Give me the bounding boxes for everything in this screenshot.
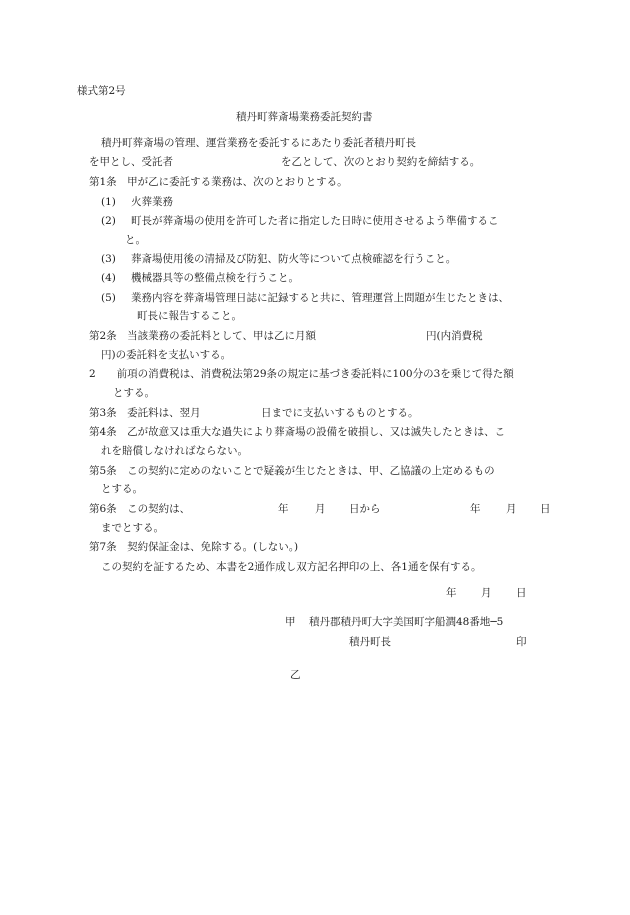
article-1-item-1-text: 火葬業務	[131, 196, 173, 208]
article-6-year-2: 年	[470, 503, 481, 515]
article-1-item-5-cont: 町長に報告すること。	[137, 310, 242, 322]
article-4-line-1: 第4条 乙が故意又は重大な過失により葬斎場の設備を破損し、又は滅失したときは、こ	[89, 426, 506, 438]
article-1-heading: 第1条 甲が乙に委託する業務は、次のとおりとする。	[89, 176, 348, 188]
form-number: 様式第2号	[77, 85, 126, 97]
article-6-day-from: 日から	[349, 503, 381, 515]
article-5-line-1: 第5条 この契約に定めのないことで疑義が生じたときは、甲、乙協議の上定めるもの	[89, 465, 495, 477]
article-1-item-3-text: 葬斎場使用後の清掃及び防犯、防火等について点検確認を行うこと。	[131, 253, 457, 265]
article-1-item-5-num: (5)	[101, 292, 116, 304]
article-3-part-b: 日までに支払いするものとする。	[261, 407, 419, 419]
intro-line-2b: を乙として、次のとおり契約を締結する。	[281, 156, 481, 168]
date-month: 月	[481, 587, 492, 599]
document-title: 積丹町葬斎場業務委託契約書	[236, 111, 373, 123]
article-1-item-3-num: (3)	[101, 253, 116, 265]
article-1-item-4-num: (4)	[101, 272, 116, 284]
article-4-line-2: れを賠償しなければならない。	[101, 445, 248, 457]
closing-statement: この契約を証するため、本書を2通作成し双方記名押印の上、各1通を保有する。	[101, 561, 482, 573]
paragraph-2-line-1: 2 前項の消費税は、消費税法第29条の規定に基づき委託料に100分の3を乗じて得た額	[89, 368, 514, 380]
intro-line-1: 積丹町葬斎場の管理、運営業務を委託するにあたり委託者積丹町長	[101, 137, 416, 149]
article-6-year-1: 年	[278, 503, 289, 515]
article-1-item-1-num: (1)	[101, 196, 116, 208]
party-b-label: 乙	[290, 669, 301, 681]
article-1-item-4-text: 機械器具等の整備点検を行うこと。	[131, 272, 299, 284]
article-6-day-2: 日	[540, 503, 551, 515]
article-1-item-2-num: (2)	[101, 215, 116, 227]
party-a-label: 甲	[285, 616, 296, 628]
article-6-part-a: 第6条 この契約は、	[89, 503, 191, 515]
article-2-line-2: 円)の委託料を支払いする。	[101, 349, 232, 361]
party-a-title: 積丹町長	[349, 636, 391, 648]
article-1-item-2-text: 町長が葬斎場の使用を許可した者に指定した日時に使用させるよう準備するこ	[131, 215, 499, 227]
party-a-address: 積丹郡積丹町大字美国町字船澗48番地─5	[309, 616, 504, 628]
date-year: 年	[446, 587, 457, 599]
article-6-month-2: 月	[506, 503, 517, 515]
article-5-line-2: とする。	[101, 483, 143, 495]
article-1-item-5-text: 業務内容を葬斎場管理日誌に記録すると共に、管理運営上問題が生じたときは、	[131, 292, 509, 304]
date-day: 日	[516, 587, 527, 599]
intro-line-2a: を甲とし、受託者	[89, 156, 173, 168]
article-7: 第7条 契約保証金は、免除する。(しない。)	[89, 541, 299, 553]
article-2-line-1b: 円(内消費税	[426, 330, 483, 342]
article-2-line-1a: 第2条 当該業務の委託料として、甲は乙に月額	[89, 330, 316, 342]
article-1-item-2-cont: と。	[125, 234, 146, 246]
article-6-line-2: までとする。	[101, 522, 164, 534]
article-3-part-a: 第3条 委託料は、翌月	[89, 407, 201, 419]
paragraph-2-line-2: とする。	[113, 387, 155, 399]
article-6-month-1: 月	[315, 503, 326, 515]
party-a-seal: 印	[516, 636, 527, 648]
